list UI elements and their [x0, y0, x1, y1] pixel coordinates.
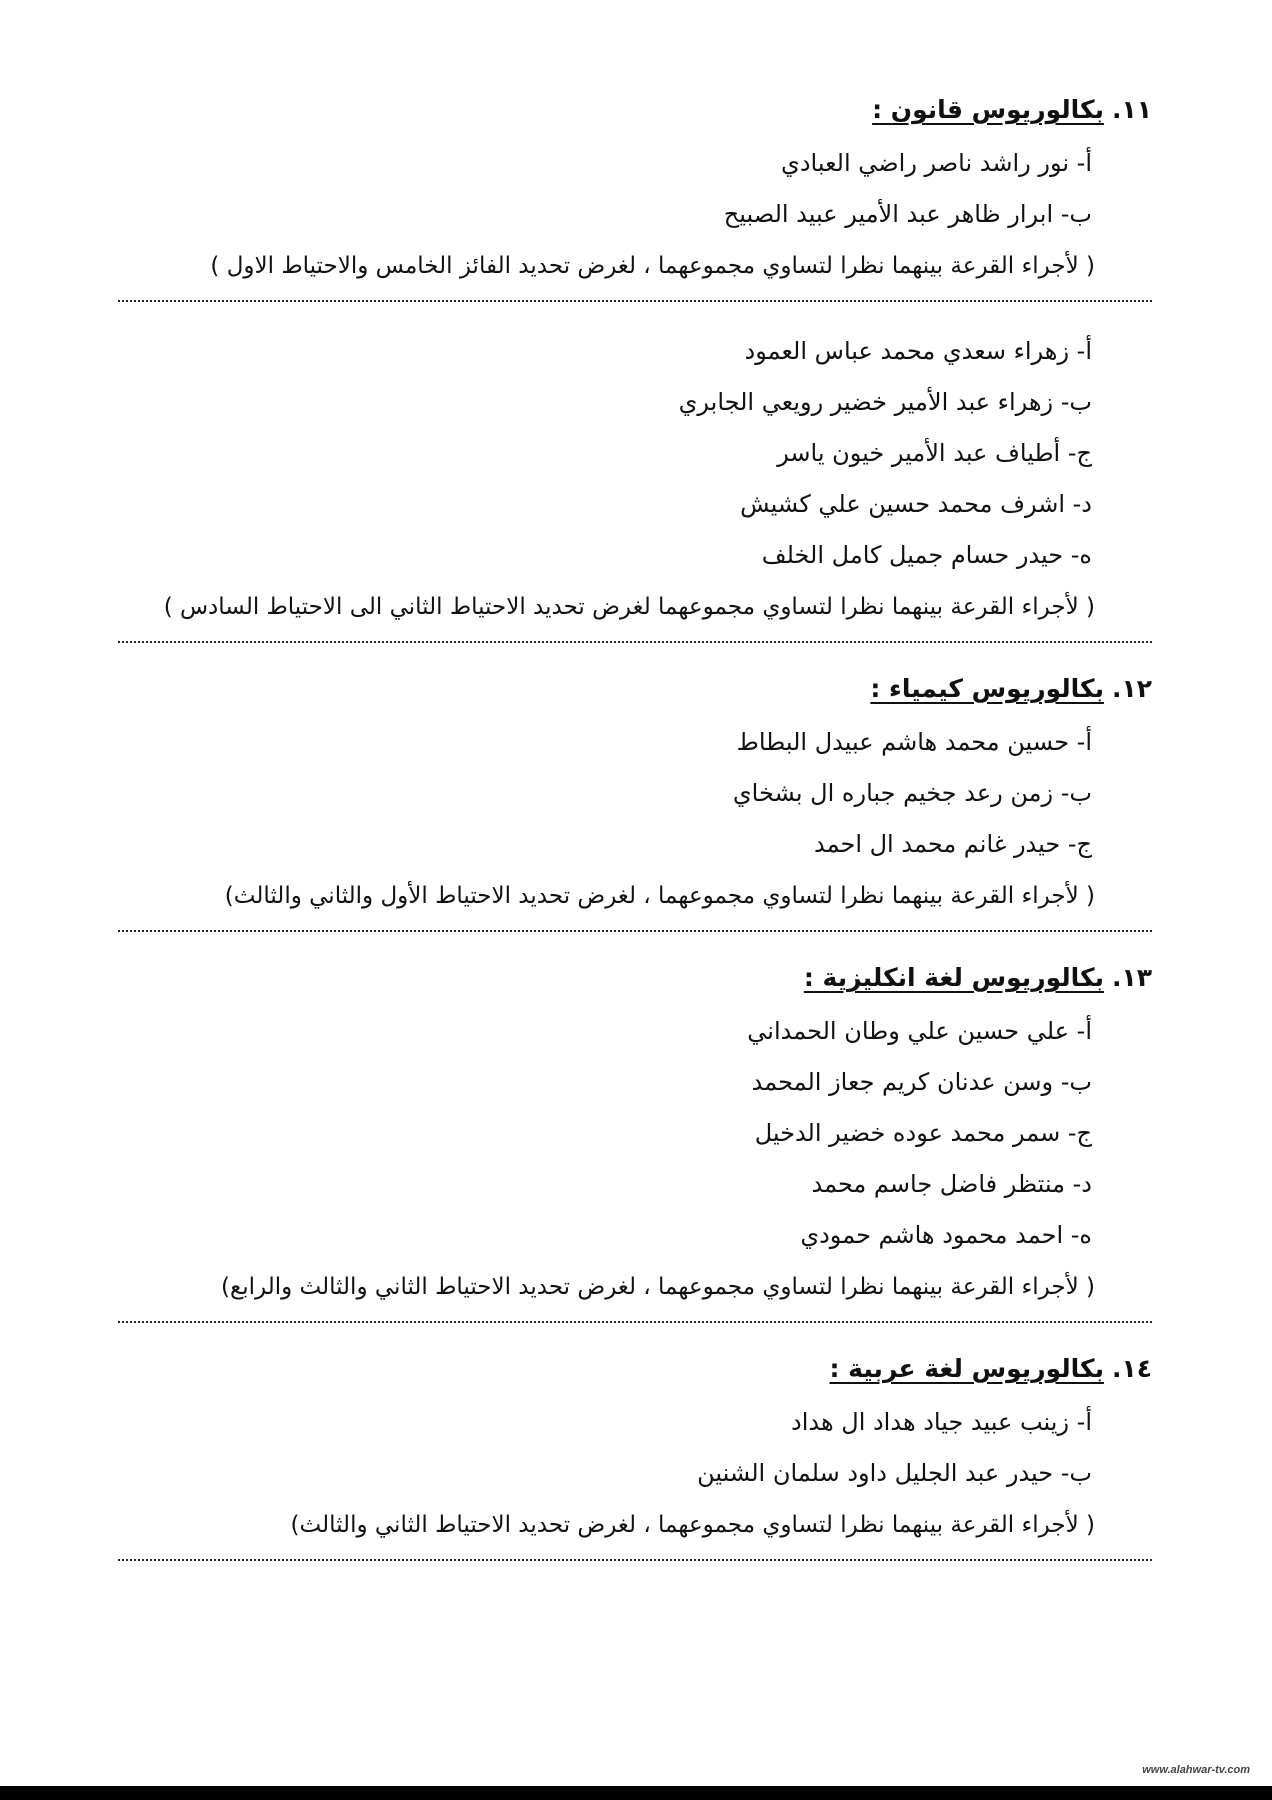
section-heading-law [118, 88, 1152, 138]
section-number: ١٢. [1111, 674, 1152, 703]
footer-bar [0, 1786, 1272, 1800]
list-item: ب- وسن عدنان كريم جعاز المحمد [751, 1068, 1092, 1096]
list-item: ب- ابرار ظاهر عبد الأمير عبيد الصبيح [723, 200, 1092, 228]
document-content [118, 88, 1152, 1585]
watermark-url: www.alahwar-tv.com [1142, 1764, 1250, 1776]
section-title: بكالوريوس لغة عربية : [829, 1354, 1104, 1383]
list-item: أ- زينب عبيد جياد هداد ال هداد [791, 1408, 1092, 1436]
dotted-divider [118, 1321, 1152, 1323]
draw-note: ( لأجراء القرعة بينهما نظرا لتساوي مجموعهما ، لغرض تحديد الاحتياط الأول والثاني والثالث) [224, 883, 1095, 909]
list-item: أ- حسين محمد هاشم عبيدل البطاط [736, 728, 1092, 756]
list-item: ب- زمن رعد جخيم جباره ال بشخاي [732, 779, 1092, 807]
draw-note: ( لأجراء القرعة بينهما نظرا لتساوي مجموعهما ، لغرض تحديد الاحتياط الثاني والثالث) [290, 1512, 1095, 1538]
draw-note: ( لأجراء القرعة بينهما نظرا لتساوي مجموعهما ، لغرض تحديد الاحتياط الثاني والثالث والرابع) [221, 1274, 1095, 1300]
section-title: بكالوريوس قانون : [872, 95, 1104, 124]
list-item: ه- احمد محمود هاشم حمودي [800, 1221, 1092, 1249]
section-heading-arabic [118, 1347, 1152, 1397]
list-item: د- اشرف محمد حسين علي كشيش [740, 490, 1092, 518]
list-item: ب- زهراء عبد الأمير خضير رويعي الجابري [678, 388, 1092, 416]
list-item: د- منتظر فاضل جاسم محمد [811, 1170, 1092, 1198]
list-item: ه- حيدر حسام جميل كامل الخلف [761, 541, 1092, 569]
section-number: ١١. [1111, 95, 1152, 124]
dotted-divider [118, 641, 1152, 643]
list-item: ج- أطياف عبد الأمير خيون ياسر [777, 439, 1092, 467]
section-number: ١٣. [1111, 963, 1152, 992]
draw-note: ( لأجراء القرعة بينهما نظرا لتساوي مجموعهما لغرض تحديد الاحتياط الثاني الى الاحتياط السادس ) [163, 594, 1095, 620]
list-item: ج- حيدر غانم محمد ال احمد [814, 830, 1092, 858]
list-item: أ- زهراء سعدي محمد عباس العمود [744, 337, 1092, 365]
dotted-divider [118, 930, 1152, 932]
list-item: ج- سمر محمد عوده خضير الدخيل [754, 1119, 1092, 1147]
dotted-divider [118, 300, 1152, 302]
dotted-divider [118, 1559, 1152, 1561]
draw-note: ( لأجراء القرعة بينهما نظرا لتساوي مجموعهما ، لغرض تحديد الفائز الخامس والاحتياط الاول ) [210, 253, 1095, 279]
section-number: ١٤. [1111, 1354, 1152, 1383]
section-title: بكالوريوس كيمياء : [870, 674, 1104, 703]
section-heading-chemistry [118, 667, 1152, 717]
section-title: بكالوريوس لغة انكليزية : [803, 963, 1104, 992]
list-item: ب- حيدر عبد الجليل داود سلمان الشنين [697, 1459, 1092, 1487]
list-item: أ- علي حسين علي وطان الحمداني [747, 1017, 1092, 1045]
section-heading-english [118, 956, 1152, 1006]
list-item: أ- نور راشد ناصر راضي العبادي [781, 149, 1092, 177]
